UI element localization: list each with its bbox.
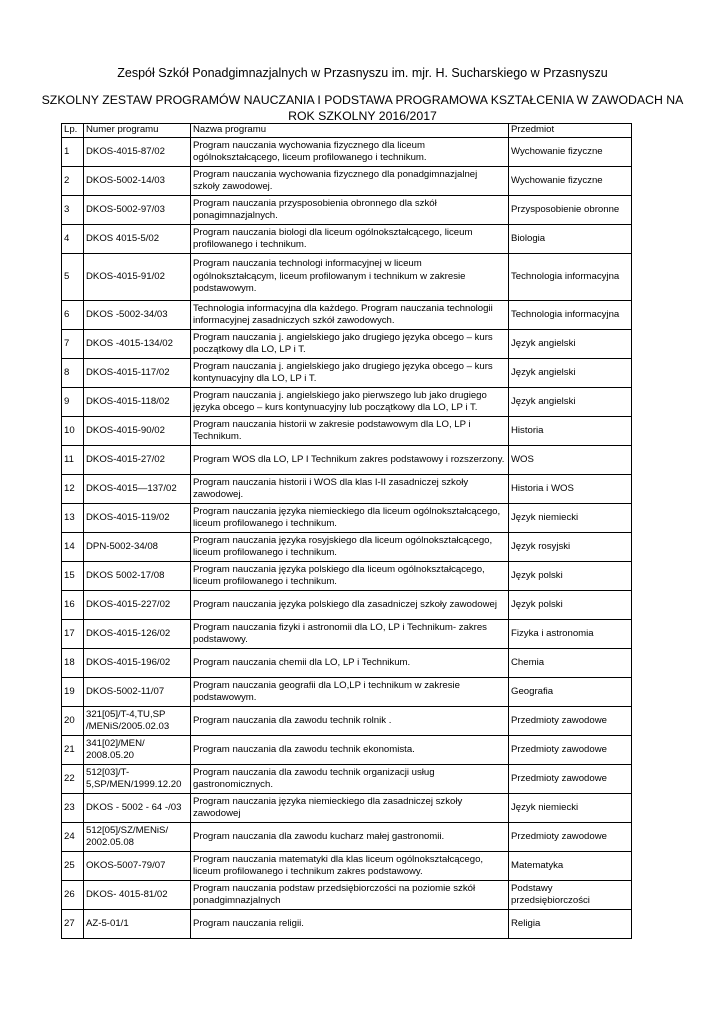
row-program-number: DKOS-4015-118/02	[84, 388, 191, 417]
row-program-name: Program nauczania chemii dla LO, LP i Technikum.	[191, 649, 509, 678]
row-lp: 8	[62, 359, 84, 388]
row-subject: Przedmioty zawodowe	[509, 765, 632, 794]
table-row	[62, 852, 632, 881]
row-program-name: Program nauczania religii.	[191, 910, 509, 939]
row-subject: Przedmioty zawodowe	[509, 823, 632, 852]
row-subject: Geografia	[509, 678, 632, 707]
row-lp: 7	[62, 330, 84, 359]
row-subject: Historia i WOS	[509, 475, 632, 504]
table-row	[62, 388, 632, 417]
row-subject: Język angielski	[509, 330, 632, 359]
row-lp: 23	[62, 794, 84, 823]
table-row	[62, 254, 632, 301]
row-subject: Język angielski	[509, 388, 632, 417]
row-program-number: DKOS-5002-97/03	[84, 196, 191, 225]
table-row	[62, 591, 632, 620]
row-lp: 14	[62, 533, 84, 562]
row-subject: Przedmioty zawodowe	[509, 736, 632, 765]
table-row	[62, 138, 632, 167]
row-lp: 6	[62, 301, 84, 330]
row-subject: Biologia	[509, 225, 632, 254]
row-program-number: DKOS-5002-14/03	[84, 167, 191, 196]
row-lp: 21	[62, 736, 84, 765]
column-header-numer: Numer programu	[84, 124, 191, 138]
row-program-number: 512[05]/SZ/MENiS/ 2002.05.08	[84, 823, 191, 852]
table-body	[62, 138, 632, 939]
row-program-number: 512[03]/T- 5,SP/MEN/1999.12.20	[84, 765, 191, 794]
row-program-number: AZ-5-01/1	[84, 910, 191, 939]
row-program-number: DKOS-4015-119/02	[84, 504, 191, 533]
row-lp: 3	[62, 196, 84, 225]
document-heading: SZKOLNY ZESTAW PROGRAMÓW NAUCZANIA I PODSTAWA PROGRAMOWA KSZTAŁCENIA W ZAWODACH NA ROK SZKOLNY 2016/2017	[41, 93, 684, 123]
column-header-lp: Lp.	[62, 124, 84, 138]
row-program-number: 321[05]/T-4,TU,SP /MENiS/2005.02.03	[84, 707, 191, 736]
row-program-number: DKOS- 4015-81/02	[84, 881, 191, 910]
row-subject: Fizyka i astronomia	[509, 620, 632, 649]
row-program-number: DKOS-4015—137/02	[84, 475, 191, 504]
row-subject: WOS	[509, 446, 632, 475]
table-row	[62, 504, 632, 533]
row-program-number: DKOS-4015-87/02	[84, 138, 191, 167]
row-subject: Język niemiecki	[509, 504, 632, 533]
row-program-number: DKOS-4015-27/02	[84, 446, 191, 475]
row-program-name: Program nauczania dla zawodu technik rolnik .	[191, 707, 509, 736]
row-program-name: Program nauczania biologi dla liceum ogólnokształcącego, liceum profilowanego i technikum.	[191, 225, 509, 254]
row-subject: Matematyka	[509, 852, 632, 881]
row-program-name: Program nauczania języka niemieckiego dla liceum ogólnokształcącego, liceum profilowanego i technikum.	[191, 504, 509, 533]
row-subject: Przysposobienie obronne	[509, 196, 632, 225]
row-subject: Język polski	[509, 591, 632, 620]
row-program-number: OKOS-5007-79/07	[84, 852, 191, 881]
row-program-number: DKOS-4015-90/02	[84, 417, 191, 446]
programs-table	[61, 123, 632, 939]
row-program-name: Program nauczania przysposobienia obronnego dla szkół ponagimnazjalnych.	[191, 196, 509, 225]
row-program-number: DKOS-4015-227/02	[84, 591, 191, 620]
table-row	[62, 765, 632, 794]
row-lp: 18	[62, 649, 84, 678]
row-program-number: DKOS-4015-126/02	[84, 620, 191, 649]
row-subject: Przedmioty zawodowe	[509, 707, 632, 736]
row-program-number: DKOS-4015-117/02	[84, 359, 191, 388]
row-subject: Podstawy przedsiębiorczości	[509, 881, 632, 910]
row-program-number: DKOS-5002-11/07	[84, 678, 191, 707]
row-program-name: Program nauczania dla zawodu kucharz małej gastronomii.	[191, 823, 509, 852]
row-subject: Religia	[509, 910, 632, 939]
table-row	[62, 533, 632, 562]
row-program-name: Program nauczania wychowania fizycznego dla ponadgimnazjalnej szkoły zawodowej.	[191, 167, 509, 196]
table-row	[62, 794, 632, 823]
row-program-number: DKOS 5002-17/08	[84, 562, 191, 591]
row-subject: Chemia	[509, 649, 632, 678]
row-program-number: DKOS-4015-91/02	[84, 254, 191, 301]
row-lp: 19	[62, 678, 84, 707]
table-row	[62, 649, 632, 678]
table-row	[62, 196, 632, 225]
row-lp: 13	[62, 504, 84, 533]
row-program-name: Program nauczania języka rosyjskiego dla liceum ogólnokształcącego, liceum profilowanego i technikum.	[191, 533, 509, 562]
row-program-name: Program nauczania j. angielskiego jako pierwszego lub jako drugiego języka obcego – kurs kontynuacyjny lub początkowy dla LO, LP i T.	[191, 388, 509, 417]
row-program-name: Program nauczania j. angielskiego jako drugiego języka obcego – kurs początkowy dla LO, LP i T.	[191, 330, 509, 359]
row-subject: Język polski	[509, 562, 632, 591]
row-program-number: DKOS -5002-34/03	[84, 301, 191, 330]
table-row	[62, 881, 632, 910]
row-lp: 16	[62, 591, 84, 620]
row-subject: Język niemiecki	[509, 794, 632, 823]
table-row	[62, 707, 632, 736]
row-program-name: Program nauczania dla zawodu technik organizacji usług gastronomicznych.	[191, 765, 509, 794]
row-program-number: DKOS-4015-196/02	[84, 649, 191, 678]
row-lp: 24	[62, 823, 84, 852]
table-row	[62, 475, 632, 504]
row-program-name: Program nauczania wychowania fizycznego dla liceum ogólnokształcącego, liceum profilowanego i technikum.	[191, 138, 509, 167]
row-lp: 22	[62, 765, 84, 794]
row-lp: 9	[62, 388, 84, 417]
row-lp: 2	[62, 167, 84, 196]
row-program-number: DKOS -4015-134/02	[84, 330, 191, 359]
row-lp: 10	[62, 417, 84, 446]
row-lp: 5	[62, 254, 84, 301]
table-row	[62, 330, 632, 359]
row-program-name: Program nauczania matematyki dla klas liceum ogólnokształcącego, liceum profilowanego i technikum zakres podstawowy.	[191, 852, 509, 881]
row-lp: 12	[62, 475, 84, 504]
row-subject: Język rosyjski	[509, 533, 632, 562]
table-row	[62, 446, 632, 475]
column-header-nazwa: Nazwa programu	[191, 124, 509, 138]
row-lp: 27	[62, 910, 84, 939]
row-program-name: Program nauczania języka niemieckiego dla zasadniczej szkoły zawodowej	[191, 794, 509, 823]
row-subject: Wychowanie fizyczne	[509, 138, 632, 167]
row-program-name: Technologia informacyjna dla każdego. Program nauczania technologii informacyjnej zasadniczych szkół zawodowych.	[191, 301, 509, 330]
row-lp: 1	[62, 138, 84, 167]
row-program-name: Program nauczania fizyki i astronomii dla LO, LP i Technikum- zakres podstawowy.	[191, 620, 509, 649]
table-row	[62, 562, 632, 591]
table-row	[62, 359, 632, 388]
row-lp: 26	[62, 881, 84, 910]
table-row	[62, 225, 632, 254]
row-program-number: DKOS 4015-5/02	[84, 225, 191, 254]
row-program-name: Program nauczania geografii dla LO,LP i technikum w zakresie podstawowym.	[191, 678, 509, 707]
row-program-name: Program WOS dla LO, LP I Technikum zakres podstawowy i rozszerzony.	[191, 446, 509, 475]
table-row	[62, 301, 632, 330]
table-header-row	[62, 124, 632, 138]
row-program-name: Program nauczania podstaw przedsiębiorczości na poziomie szkół ponadgimnazjalnych	[191, 881, 509, 910]
table-row	[62, 823, 632, 852]
table-row	[62, 167, 632, 196]
row-program-name: Program nauczania języka polskiego dla zasadniczej szkoły zawodowej	[191, 591, 509, 620]
row-program-name: Program nauczania historii w zakresie podstawowym dla LO, LP i Technikum.	[191, 417, 509, 446]
row-program-number: DPN-5002-34/08	[84, 533, 191, 562]
school-name: Zespół Szkół Ponadgimnazjalnych w Przasnyszu im. mjr. H. Sucharskiego w Przasnyszu	[117, 66, 608, 80]
row-lp: 15	[62, 562, 84, 591]
row-program-name: Program nauczania j. angielskiego jako drugiego języka obcego – kurs kontynuacyjny dla LO, LP i T.	[191, 359, 509, 388]
table-row	[62, 417, 632, 446]
row-program-name: Program nauczania języka polskiego dla liceum ogólnokształcącego, liceum profilowanego i technikum.	[191, 562, 509, 591]
row-program-name: Program nauczania dla zawodu technik ekonomista.	[191, 736, 509, 765]
row-subject: Język angielski	[509, 359, 632, 388]
row-subject: Technologia informacyjna	[509, 254, 632, 301]
table-row	[62, 910, 632, 939]
table-row	[62, 678, 632, 707]
row-program-number: 341[02]/MEN/ 2008.05.20	[84, 736, 191, 765]
row-subject: Wychowanie fizyczne	[509, 167, 632, 196]
row-program-name: Program nauczania technologi informacyjnej w liceum ogólnokształcącym, liceum profilowanym i technikum w zakresie podstawowym.	[191, 254, 509, 301]
row-lp: 4	[62, 225, 84, 254]
table-row	[62, 736, 632, 765]
row-lp: 11	[62, 446, 84, 475]
table-row	[62, 620, 632, 649]
row-program-number: DKOS - 5002 - 64 -/03	[84, 794, 191, 823]
row-lp: 17	[62, 620, 84, 649]
row-lp: 20	[62, 707, 84, 736]
row-program-name: Program nauczania historii i WOS dla klas I-II zasadniczej szkoły zawodowej.	[191, 475, 509, 504]
column-header-przedmiot: Przedmiot	[509, 124, 632, 138]
row-subject: Historia	[509, 417, 632, 446]
row-subject: Technologia informacyjna	[509, 301, 632, 330]
row-lp: 25	[62, 852, 84, 881]
